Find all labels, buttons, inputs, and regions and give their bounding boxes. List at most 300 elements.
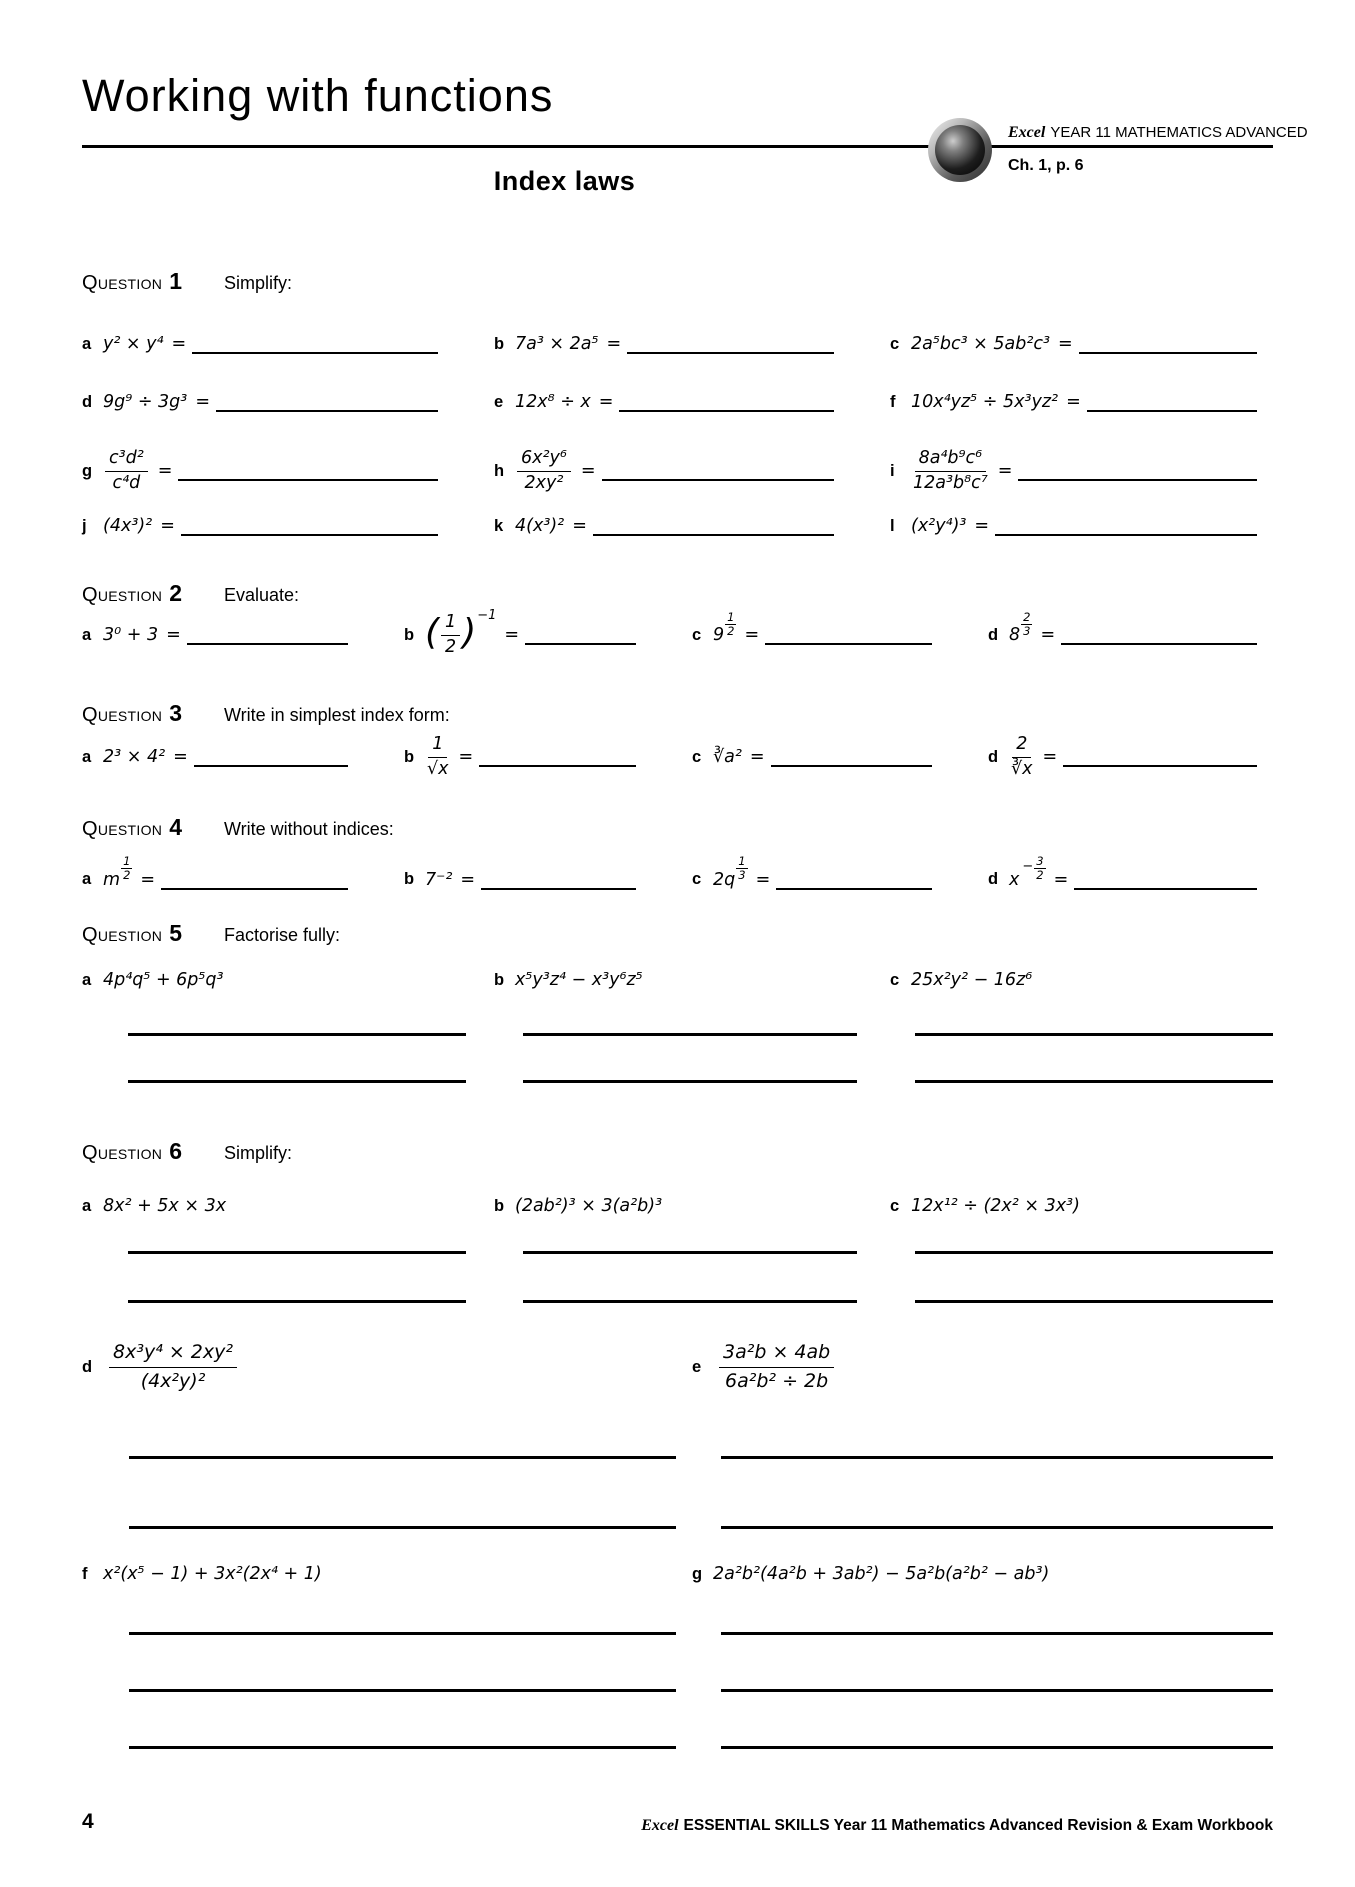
q3-item-d [988, 734, 1273, 781]
math-expression [911, 392, 1058, 412]
q1-row-1 [82, 334, 1273, 354]
exponent-numerator: 1 [727, 609, 735, 624]
question-6-header [82, 1138, 292, 1165]
item-label: b [494, 970, 505, 989]
answer-line-cell [494, 1033, 890, 1036]
exponent-fraction [736, 855, 747, 882]
math-expression [911, 516, 966, 536]
exponent-numerator: 1 [123, 854, 131, 868]
expression-text: 12x⁸ ÷ x [515, 392, 591, 412]
answer-line-cell [82, 1632, 692, 1635]
equals-sign: = [504, 625, 520, 646]
expression-text: 7⁻² [425, 869, 453, 890]
math-expression [103, 747, 165, 767]
math-expression [425, 734, 451, 781]
item-label: i [890, 461, 895, 480]
equals-sign: = [598, 392, 614, 412]
answer-line-cell [82, 1251, 494, 1254]
item-label: e [692, 1357, 702, 1376]
question-number: 2 [169, 580, 182, 606]
q1-item-f [890, 392, 1273, 412]
brand-name: Excel [1008, 124, 1046, 141]
item-label: f [82, 1564, 88, 1583]
answer-line-cell [890, 1033, 1273, 1036]
q5-answer-lines-1 [82, 1033, 1273, 1036]
answer-line [915, 1300, 1273, 1303]
item-label: b [404, 625, 415, 644]
q6-row-2 [82, 1340, 1273, 1394]
q6-item-f [82, 1564, 692, 1584]
item-label: d [988, 625, 999, 644]
q3-row-1 [82, 734, 1273, 781]
open-paren: ( [425, 612, 440, 654]
math-expression [103, 625, 158, 645]
question-number: 3 [169, 700, 182, 726]
q1-row-4 [82, 516, 1273, 536]
exponent-numerator: 1 [738, 854, 746, 868]
question-number: 4 [169, 814, 182, 840]
question-instruction: Factorise fully: [223, 925, 341, 945]
math-expression [103, 516, 152, 536]
footer-credit [641, 1817, 1273, 1835]
math-expression [425, 870, 452, 890]
exponent-base: 8 [1009, 625, 1021, 646]
math-expression [1009, 609, 1032, 649]
item-label: d [82, 1357, 93, 1376]
exponent-denominator: 2 [727, 623, 735, 638]
item-label: c [890, 1196, 900, 1215]
question-word: Question [82, 924, 163, 946]
q6-answer-lines-5 [82, 1632, 1273, 1635]
q3-item-a [82, 734, 404, 781]
close-paren: ) [462, 612, 477, 654]
q1-item-b [494, 334, 890, 354]
fraction-denominator: ∛x [1011, 758, 1033, 779]
fraction-numerator: 1 [428, 734, 447, 758]
math-expression [515, 448, 573, 495]
exponent-fraction [1034, 855, 1045, 882]
answer-line-cell [494, 1080, 890, 1083]
answer-line-cell [82, 1689, 692, 1692]
item-label: b [494, 334, 505, 353]
math-expression [713, 747, 742, 767]
equals-sign: = [1042, 747, 1058, 768]
answer-line-cell [890, 1080, 1273, 1083]
q1-item-g [82, 448, 494, 495]
q1-row-2 [82, 392, 1273, 412]
equals-sign: = [606, 334, 622, 354]
answer-blank [771, 765, 932, 767]
math-expression [713, 1564, 1049, 1584]
item-label: c [890, 970, 900, 989]
answer-line-cell [82, 1526, 692, 1529]
q3-item-b [404, 734, 692, 781]
q6-item-c [890, 1196, 1273, 1216]
series-line [1008, 124, 1308, 142]
answer-line [128, 1251, 466, 1254]
item-label: a [82, 334, 92, 353]
question-3-header [82, 700, 450, 727]
question-word: Question [82, 272, 163, 294]
math-expression [103, 448, 150, 495]
fraction-denominator: 2 [445, 636, 457, 657]
math-fraction [441, 612, 460, 659]
q3-item-c [692, 734, 988, 781]
exponent-base: 9 [713, 625, 725, 646]
question-instruction: Write in simplest index form: [223, 705, 450, 725]
expression-text: 2a²b²(4a²b + 3ab²) − 5a²b(a²b² − ab³) [713, 1564, 1050, 1584]
q6-item-g [692, 1564, 1273, 1584]
item-label: a [82, 970, 92, 989]
item-label: d [988, 870, 999, 889]
q6-answer-lines-7 [82, 1746, 1273, 1749]
exponent-fraction [725, 611, 736, 638]
expression-text: x⁵y³z⁴ − x³y⁶z⁵ [515, 970, 643, 990]
q6-answer-lines-1 [82, 1251, 1273, 1254]
item-label: b [404, 747, 415, 766]
q6-item-a [82, 1196, 494, 1216]
item-label: k [494, 516, 504, 535]
q2-row-1 [82, 607, 1273, 659]
worksheet-subtitle: Index laws [493, 166, 636, 196]
answer-line [129, 1746, 676, 1749]
fraction-denominator: 6a²b² ÷ 2b [725, 1369, 829, 1392]
exponent-minus-sign: − [1022, 859, 1034, 875]
answer-line [721, 1526, 1273, 1529]
question-word: Question [82, 704, 163, 726]
question-4-header [82, 814, 394, 841]
item-label: l [890, 516, 895, 535]
q1-item-l [890, 516, 1273, 536]
item-label: c [692, 625, 702, 644]
equals-sign: = [458, 747, 474, 768]
math-expression [1009, 734, 1035, 781]
equals-sign: = [1066, 392, 1081, 412]
q1-item-j [82, 516, 494, 536]
fraction-denominator: √x [427, 758, 449, 779]
answer-blank [776, 888, 932, 890]
exponent-base: x [1009, 869, 1020, 890]
math-expression [911, 970, 1032, 990]
q5-item-c [890, 970, 1273, 990]
q2-item-b [404, 607, 692, 659]
math-expression [515, 516, 564, 536]
fraction-numerator: c³d² [105, 448, 148, 472]
page-title: Working with functions [82, 70, 554, 121]
answer-line [915, 1033, 1273, 1036]
math-expression [103, 854, 132, 893]
question-2-header [82, 580, 299, 607]
answer-line [721, 1632, 1273, 1635]
exponent: −1 [477, 607, 497, 623]
q4-item-b [404, 866, 692, 893]
answer-blank [1087, 410, 1257, 412]
answer-line-cell [82, 1746, 692, 1749]
math-fraction [427, 734, 449, 781]
answer-blank [178, 479, 438, 481]
header-rule [82, 145, 1273, 148]
expression-text: x²(x⁵ − 1) + 3x²(2x⁴ + 1) [103, 1564, 322, 1584]
equals-sign: = [171, 334, 187, 354]
math-expression [713, 854, 748, 893]
item-label: a [82, 625, 92, 644]
q6-answer-lines-4 [82, 1526, 1273, 1529]
exponent-base: 2q [713, 869, 736, 890]
math-expression [1009, 854, 1046, 893]
math-fraction [913, 448, 988, 495]
item-label: a [82, 1196, 92, 1215]
fraction-numerator: 8a⁴b⁹c⁶ [915, 448, 987, 472]
math-expression [103, 1564, 322, 1584]
item-label: g [692, 1564, 703, 1583]
expression-text: 25x²y² − 16z⁶ [911, 970, 1033, 990]
fraction-numerator: 3a²b × 4ab [719, 1340, 834, 1368]
expression-text: 12x¹² ÷ (2x² × 3x³) [911, 1196, 1080, 1216]
expression-text: 4p⁴q⁵ + 6p⁵q³ [103, 970, 224, 990]
answer-blank [765, 643, 932, 645]
question-1-header [82, 268, 292, 295]
item-label: c [890, 334, 900, 353]
math-expression [515, 392, 591, 412]
equals-sign: = [166, 625, 181, 646]
exponent-numerator: 2 [1023, 609, 1031, 624]
answer-line-cell [890, 1300, 1273, 1303]
fraction-numerator: 1 [441, 612, 460, 636]
fraction-numerator: 2 [1012, 734, 1031, 758]
exponent-base: m [103, 869, 121, 890]
answer-line [721, 1456, 1273, 1459]
equals-sign: = [195, 392, 210, 412]
answer-blank [1018, 479, 1257, 481]
expression-text: 3⁰ + 3 [103, 625, 159, 646]
q1-item-h [494, 448, 890, 495]
question-word: Question [82, 584, 163, 606]
answer-blank [619, 410, 834, 412]
answer-blank [593, 534, 834, 536]
exponent-fraction [1021, 611, 1032, 638]
fraction-numerator: 8x³y⁴ × 2xy² [109, 1340, 237, 1368]
answer-line-cell [82, 1300, 494, 1303]
item-label: g [82, 461, 93, 480]
brand-name: Excel [641, 1817, 679, 1834]
answer-line [129, 1632, 676, 1635]
item-label: a [82, 870, 92, 889]
answer-line [129, 1456, 676, 1459]
item-label: d [988, 747, 999, 766]
answer-line [129, 1526, 676, 1529]
equals-sign: = [1040, 625, 1056, 646]
answer-line-cell [82, 1080, 494, 1083]
item-label: c [692, 747, 702, 766]
answer-line [721, 1689, 1273, 1692]
answer-line [129, 1689, 676, 1692]
math-fraction [105, 448, 148, 495]
question-number: 6 [169, 1138, 182, 1164]
q1-item-i [890, 448, 1273, 495]
equals-sign: = [173, 747, 188, 768]
exponent-denominator: 3 [1023, 623, 1031, 638]
answer-line-cell [692, 1689, 1273, 1692]
q6-row-1 [82, 1196, 1273, 1216]
math-fraction [517, 448, 571, 495]
answer-line [721, 1746, 1273, 1749]
answer-blank [216, 410, 438, 412]
math-expression [515, 1196, 662, 1216]
answer-blank [181, 534, 438, 536]
equals-sign: = [755, 869, 771, 890]
answer-line [523, 1251, 857, 1254]
equals-sign: = [580, 461, 596, 482]
expression-text: 2³ × 4² [103, 747, 166, 768]
q2-item-a [82, 612, 404, 659]
q4-row-1 [82, 854, 1273, 893]
answer-line-cell [494, 1300, 890, 1303]
q6-item-e [692, 1340, 1273, 1394]
item-label: d [82, 392, 93, 411]
math-fraction [109, 1340, 237, 1394]
answer-blank [1063, 765, 1257, 767]
answer-line [915, 1080, 1273, 1083]
item-label: h [494, 461, 505, 480]
fraction-denominator: (4x²y)² [140, 1369, 206, 1392]
answer-line-cell [494, 1251, 890, 1254]
answer-line-cell [692, 1632, 1273, 1635]
exponent-denominator: 3 [738, 868, 746, 883]
q6-answer-lines-2 [82, 1300, 1273, 1303]
q1-row-3 [82, 448, 1273, 495]
expression-text: 8x² + 5x × 3x [103, 1196, 227, 1216]
question-word: Question [82, 818, 163, 840]
expression-text: 2a⁵bc³ × 5ab²c³ [911, 334, 1051, 354]
fraction-denominator: 12a³b⁸c⁷ [913, 472, 988, 493]
answer-blank [602, 479, 834, 481]
answer-line-cell [82, 1456, 692, 1459]
answer-line [523, 1300, 857, 1303]
answer-blank [1079, 352, 1257, 354]
math-fraction [719, 1340, 834, 1394]
question-instruction: Write without indices: [223, 819, 394, 839]
q5-answer-lines-2 [82, 1080, 1273, 1083]
answer-blank [161, 888, 348, 890]
answer-blank [1074, 888, 1257, 890]
q6-answer-lines-3 [82, 1456, 1273, 1459]
q5-row-1 [82, 970, 1273, 990]
equals-sign: = [749, 747, 765, 768]
q6-item-b [494, 1196, 890, 1216]
item-label: b [404, 870, 415, 889]
expression-text: (4x³)² [103, 516, 153, 536]
question-instruction: Evaluate: [223, 585, 300, 605]
answer-line-cell [692, 1746, 1273, 1749]
q6-row-3 [82, 1564, 1273, 1584]
item-label: j [82, 516, 87, 535]
answer-line-cell [692, 1456, 1273, 1459]
answer-blank [525, 643, 636, 645]
math-expression [911, 1196, 1080, 1216]
equals-sign: = [460, 869, 476, 890]
q6-answer-lines-6 [82, 1689, 1273, 1692]
fraction-numerator: 6x²y⁶ [517, 448, 571, 472]
equals-sign: = [160, 516, 175, 536]
item-label: f [890, 392, 896, 411]
math-expression [515, 334, 599, 354]
answer-blank [194, 765, 348, 767]
q5-item-a [82, 970, 494, 990]
q1-item-c [890, 334, 1273, 354]
answer-blank [995, 534, 1257, 536]
fraction-denominator: 2xy² [524, 472, 564, 493]
expression-text: ∛a² [713, 747, 742, 768]
equals-sign: = [997, 461, 1013, 482]
equals-sign: = [572, 516, 587, 536]
equals-sign: = [744, 625, 760, 646]
math-fraction [1011, 734, 1033, 781]
expression-text: 10x⁴yz⁵ ÷ 5x³yz² [911, 392, 1059, 412]
q1-item-e [494, 392, 890, 412]
answer-line [128, 1080, 466, 1083]
exponent-denominator: 2 [1036, 868, 1044, 883]
answer-line [523, 1080, 857, 1083]
answer-line-cell [890, 1251, 1273, 1254]
q4-item-c [692, 854, 988, 893]
equals-sign: = [1058, 334, 1073, 354]
answer-line-cell [82, 1033, 494, 1036]
excel-sphere-logo-icon [928, 118, 992, 182]
answer-blank [479, 765, 636, 767]
exponent-numerator: 3 [1036, 854, 1044, 868]
expression-text: 9g⁹ ÷ 3g³ [103, 392, 188, 412]
item-label: b [494, 1196, 505, 1215]
item-label: c [692, 870, 702, 889]
equals-sign: = [157, 461, 173, 482]
expression-text: (2ab²)³ × 3(a²b)³ [515, 1196, 663, 1216]
math-expression [425, 607, 497, 659]
question-word: Question [82, 1142, 163, 1164]
expression-text: 4(x³)² [515, 516, 565, 536]
q1-item-k [494, 516, 890, 536]
expression-text: 7a³ × 2a⁵ [515, 334, 599, 354]
question-5-header [82, 920, 340, 947]
math-expression [103, 1196, 226, 1216]
answer-blank [192, 352, 438, 354]
q6-item-d [82, 1340, 692, 1394]
equals-sign: = [974, 516, 990, 536]
expression-text: (x²y⁴)³ [911, 516, 967, 536]
question-instruction: Simplify: [223, 1143, 292, 1163]
footer-credit-text: ESSENTIAL SKILLS Year 11 Mathematics Advanced Revision & Exam Workbook [683, 1817, 1273, 1834]
question-number: 1 [169, 268, 182, 294]
answer-line [523, 1033, 857, 1036]
math-expression [103, 392, 187, 412]
page-content [82, 0, 1308, 1887]
q4-item-a [82, 854, 404, 893]
question-instruction: Simplify: [223, 273, 292, 293]
math-expression [103, 970, 224, 990]
answer-blank [627, 352, 834, 354]
q5-item-b [494, 970, 890, 990]
math-expression [713, 609, 736, 649]
answer-blank [1061, 643, 1257, 645]
q4-item-d [988, 854, 1273, 893]
exponent-fraction [121, 855, 132, 882]
answer-line [915, 1251, 1273, 1254]
chapter-reference: Ch. 1, p. 6 [1008, 157, 1084, 174]
item-label: e [494, 392, 504, 411]
series-title: YEAR 11 MATHEMATICS ADVANCED [1050, 124, 1308, 141]
q1-item-d [82, 392, 494, 412]
exponent-denominator: 2 [123, 868, 131, 883]
answer-blank [187, 643, 348, 645]
